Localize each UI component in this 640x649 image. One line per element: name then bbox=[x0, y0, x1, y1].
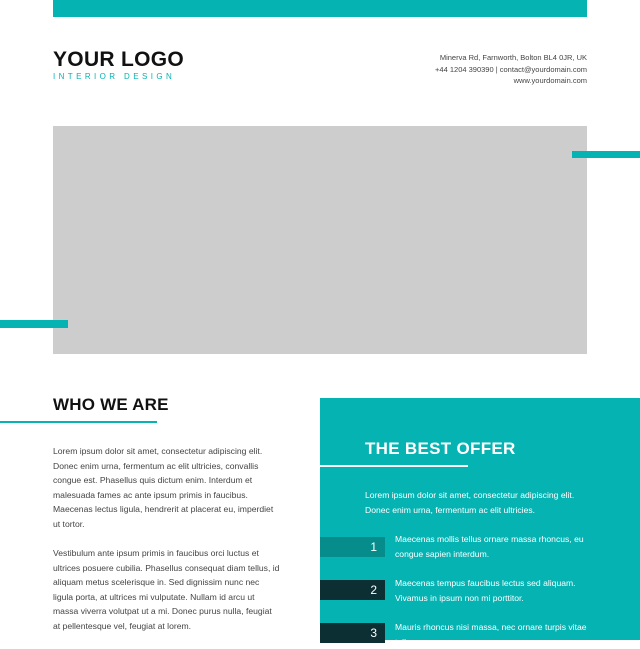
offer-item-number-3: 3 bbox=[320, 623, 385, 643]
offer-item-text-3: Mauris rhoncus nisi massa, nec ornare turpis vitae tellus. bbox=[395, 622, 587, 647]
who-we-are-underline bbox=[0, 421, 157, 423]
accent-strip-right bbox=[572, 151, 640, 158]
best-offer-underline bbox=[320, 465, 468, 467]
who-we-are-paragraph-1: Lorem ipsum dolor sit amet, consectetur adipiscing elit. Donec enim urna, fermentum ac elit ultricies, convallis congue est. Phasellus quis dictum enim. Interdum et malesuada fames ac ante ipsum primis in faucibus. Maecenas lectus ligula, hendrerit at placerat eu, imperdiet ut tortor. bbox=[53, 446, 274, 529]
offer-item-text-1: Maecenas mollis tellus ornare massa rhoncus, eu congue sapien interdum. bbox=[395, 534, 584, 559]
contact-block bbox=[435, 52, 587, 87]
contact-phone-email: +44 1204 390390 | contact@yourdomain.com bbox=[435, 64, 587, 74]
contact-website: www.yourdomain.com bbox=[513, 76, 587, 85]
contact-address: Minerva Rd, Farnworth, Bolton BL4 0JR, UK bbox=[439, 53, 587, 62]
hero-image-placeholder bbox=[53, 126, 587, 354]
best-offer-intro: Lorem ipsum dolor sit amet, consectetur adipiscing elit. Donec enim urna, fermentum ac elit ultricies. bbox=[365, 490, 575, 515]
who-we-are-paragraph-2: Vestibulum ante ipsum primis in faucibus orci luctus et ultrices posuere cubilia. Phasellus consequat diam tellus, id aliquam metus scelerisque in. Sed dignissim nunc nec ligula porta, at ultrices mi vulputate. Nullam id arcu ut massa viverra volutpat ut a mi. Donec purus nulla, feugiat at pellentesque vel, feugiat at lorem. bbox=[53, 548, 280, 631]
offer-item-number-2: 2 bbox=[320, 580, 385, 600]
best-offer-heading: THE BEST OFFER bbox=[365, 439, 516, 458]
accent-strip-left bbox=[0, 320, 68, 328]
offer-item-text-2: Maecenas tempus faucibus lectus sed aliquam. Vivamus in ipsum non mi porttitor. bbox=[395, 578, 576, 603]
logo-subtitle: INTERIOR DESIGN bbox=[53, 72, 176, 81]
top-accent-bar bbox=[53, 0, 587, 17]
who-we-are-heading: WHO WE ARE bbox=[53, 395, 169, 414]
logo-title: YOUR LOGO bbox=[53, 48, 185, 71]
offer-item-number-1: 1 bbox=[320, 537, 385, 557]
